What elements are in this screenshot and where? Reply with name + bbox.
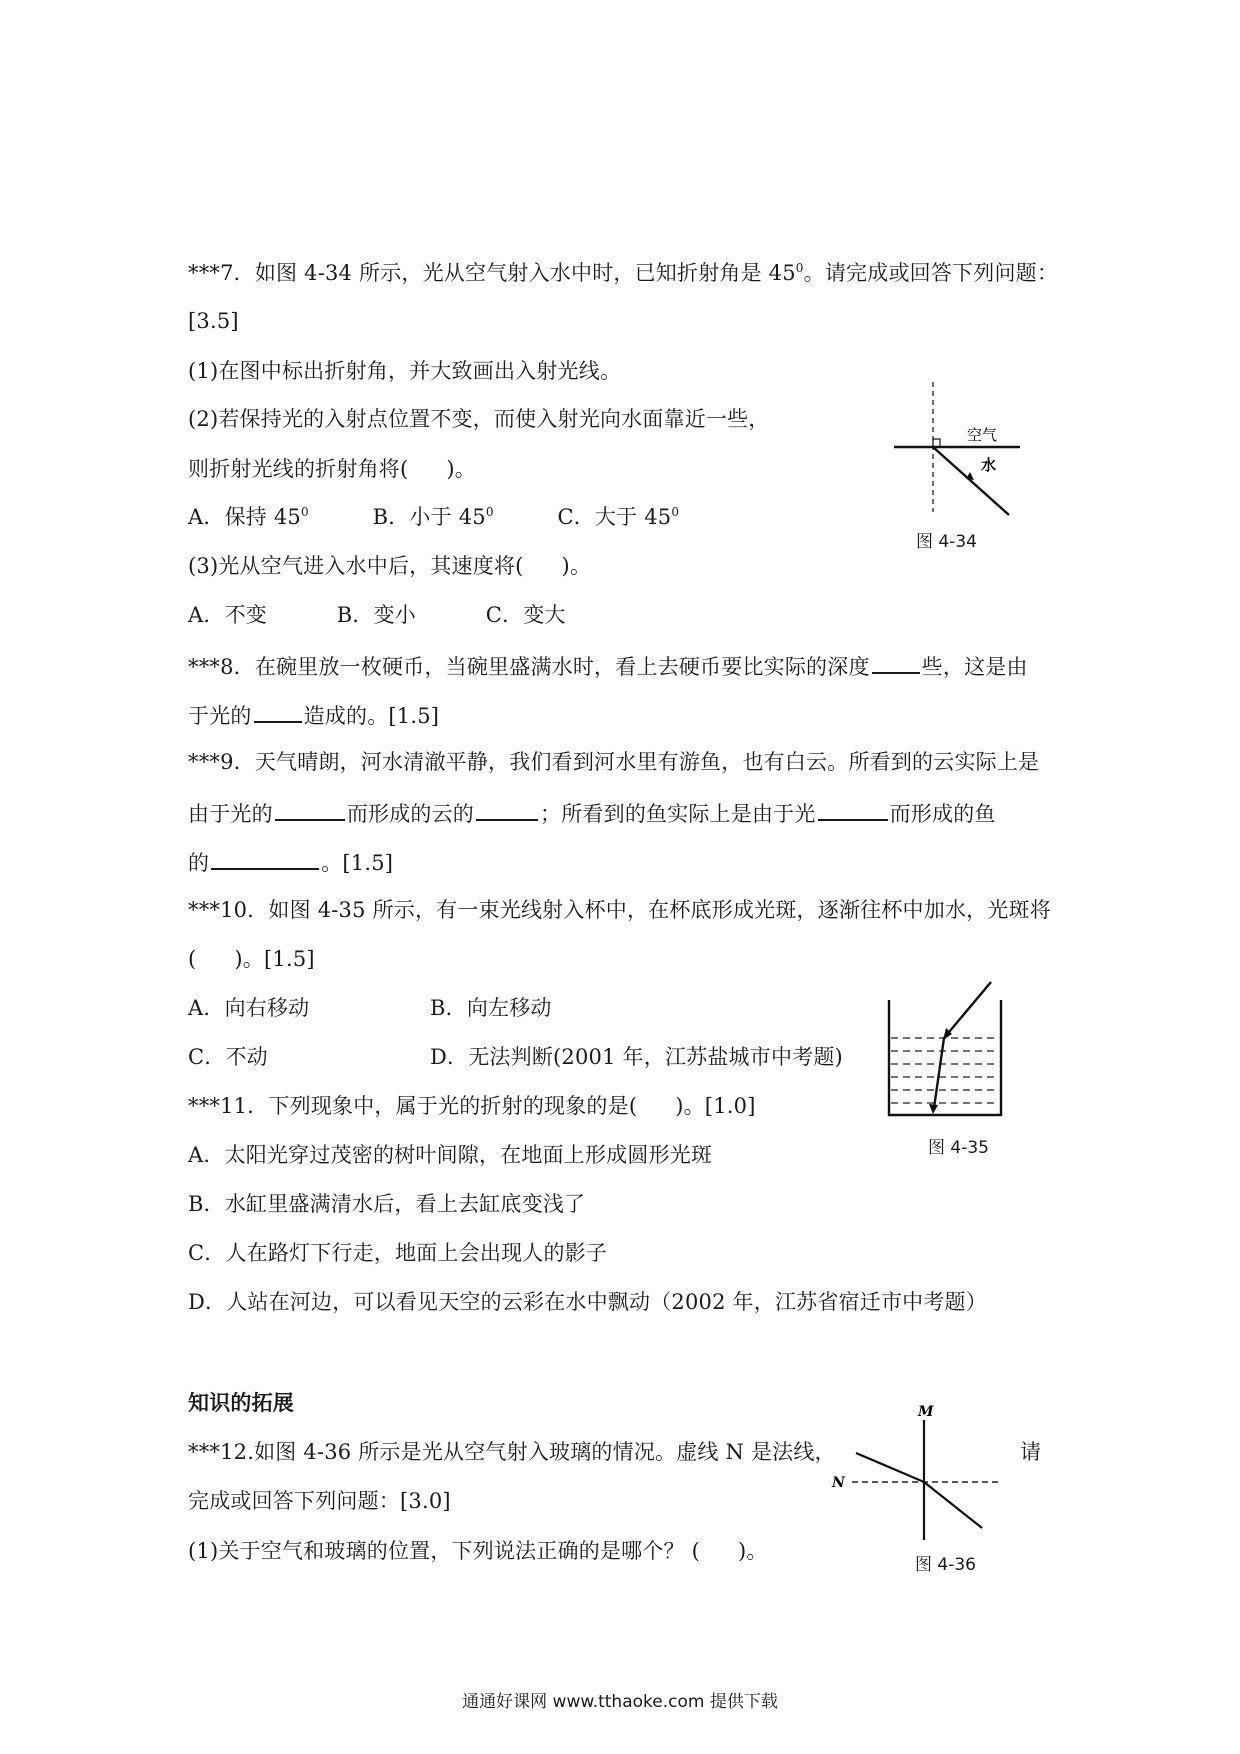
q7-options: A．保持 $45^0$ B．小于 $45^0$ C．大于 $45^0$ [188,505,680,529]
figure-4-35-caption: 图 4-35 [928,1138,989,1158]
q11-option-c: C．人在路灯下行走，地面上会出现人的影子 [188,1241,608,1265]
figure-4-36 [830,1400,1000,1550]
q11-stem: ***11．下列现象中，属于光的折射的现象的是( )。[1.0] [188,1094,756,1118]
q9-line3: 的 。[1.5] [188,846,393,877]
label-n: N [832,1475,845,1491]
answer-blank[interactable] [211,846,319,870]
degree-mark: 0 [795,261,804,275]
answer-blank[interactable] [476,797,538,821]
q10-options-ab: A．向右移动 B．向左移动 [188,996,552,1020]
refracted-ray [933,447,1009,515]
incident-ray [944,982,991,1038]
q11-option-d: D．人站在河边，可以看见天空的云彩在水中飘动（2002 年，江苏省宿迁市中考题） [188,1290,987,1314]
q7-sub2-line2: 则折射光线的折射角将( )。 [188,457,476,481]
section-title: 知识的拓展 [188,1391,294,1415]
q12-line2: 完成或回答下列问题：[3.0] [188,1489,451,1513]
q10-options-cd: C．不动 D．无法判断(2001 年，江苏盐城市中考题) [188,1045,843,1069]
q12-line1-end: 请 [1020,1440,1042,1464]
answer-blank[interactable] [818,797,888,821]
q9-line2: 由于光的 而形成的云的 ；所看到的鱼实际上是由于光 而形成的鱼 [188,797,996,828]
figure-4-34-caption: 图 4-34 [916,532,977,552]
right-angle-mark [933,439,940,447]
answer-blank[interactable] [254,699,302,723]
arrow-icon [929,1104,938,1114]
refracted-ray [924,1482,982,1528]
q10-line2: ( )。[1.5] [188,947,315,971]
q10-line1: ***10．如图 4-35 所示，有一束光线射入杯中，在杯底形成光斑，逐渐往杯中加水，光斑将 [188,898,1051,922]
q8-line1: ***8．在碗里放一枚硬币，当碗里盛满水时，看上去硬币要比实际的深度 些，这是由 [188,650,1028,681]
q7-sub1: (1)在图中标出折射角，并大致画出入射光线。 [188,359,622,383]
label-m: M [918,1404,934,1420]
q8-line2: 于光的 造成的。[1.5] [188,699,439,730]
label-air: 空气 [967,426,998,444]
incident-ray [856,1453,924,1482]
q12-line1: ***12.如图 4-36 所示是光从空气射入玻璃的情况。虚线 N 是法线， [188,1440,836,1464]
answer-blank[interactable] [872,650,920,674]
label-water: 水 [981,456,997,474]
q12-sub1: (1)关于空气和玻璃的位置，下列说法正确的是哪个？ ( )。 [188,1539,768,1563]
q7-sub3-options: A．不变 B．变小 C．变大 [188,603,566,627]
q9-line1: ***9．天气晴朗，河水清澈平静，我们看到河水里有游鱼，也有白云。所看到的云实际上是 [188,750,1040,774]
q11-option-a: A．太阳光穿过茂密的树叶间隙，在地面上形成圆形光斑 [188,1143,713,1167]
cup-outline [889,1000,1001,1115]
q7-score: [3.5] [188,309,239,333]
figure-4-36-caption: 图 4-36 [915,1555,976,1575]
water-dashes [891,1038,999,1103]
figure-4-34 [880,380,1030,530]
q11-option-b: B．水缸里盛满清水后，看上去缸底变浅了 [188,1192,586,1216]
figure-4-35 [885,982,1005,1122]
refracted-ray [934,1038,944,1108]
answer-blank[interactable] [275,797,345,821]
page-footer: 通通好课网 www.tthaoke.com 提供下载 [462,1692,778,1712]
q7-sub2-line1: (2)若保持光的入射点位置不变，而使入射光向水面靠近一些， [188,407,770,431]
q7-stem: ***7．如图 4-34 所示，光从空气射入水中时，已知折射角是 $45^0$。请完成或回答下列问题： [188,261,1059,285]
q7-sub3: (3)光从空气进入水中后，其速度将( )。 [188,554,592,578]
